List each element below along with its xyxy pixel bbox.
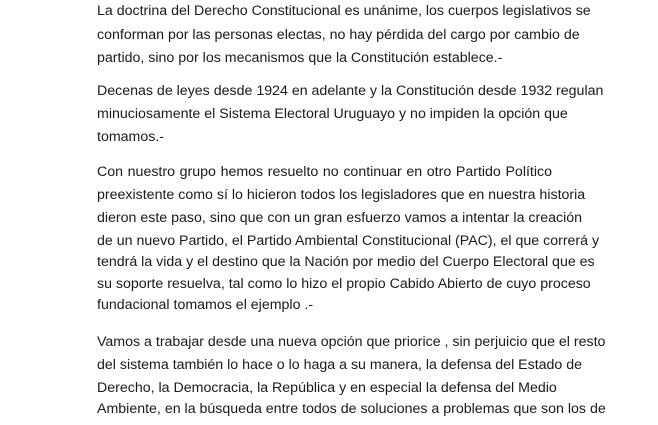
paragraph-3-line-7: fundacional tomamos el ejemplo .-: [97, 297, 314, 313]
paragraph-3-line-5: tendrá la vida y el destino que la Nación por medio del Cuerpo Electoral que es: [97, 254, 595, 270]
paragraph-2-line-2: minuciosamente el Sistema Electoral Uruguayo y no impiden la opción que: [97, 106, 568, 122]
paragraph-2-line-3: tomamos.-: [97, 129, 165, 145]
paragraph-4-line-1: Vamos a trabajar desde una nueva opción que priorice , sin perjuicio que el resto: [97, 334, 606, 350]
paragraph-1-line-2: conforman por las personas electas, no hay pérdida del cargo por cambio de: [97, 27, 580, 43]
cut-off-line-text: [97, 419, 552, 425]
paragraph-3-line-4: de un nuevo Partido, el Partido Ambiental Constitucional (PAC), el que correrá y: [97, 233, 600, 249]
cut-off-next-line: [97, 419, 552, 425]
paragraph-1-line-1: La doctrina del Derecho Constitucional es unánime, los cuerpos legislativos se: [97, 3, 591, 19]
paragraph-1-line-3: partido, sino por los mecanismos que la Constitución establece.-: [97, 50, 503, 66]
paragraph-4-line-4: Ambiente, en la búsqueda entre todos de soluciones a problemas que son los de: [97, 401, 606, 417]
paragraph-3-line-3: dieron este paso, sino que con un gran esfuerzo vamos a intentar la creación: [97, 210, 583, 226]
paragraph-3-line-2: preexistente como sí lo hicieron todos los legisladores que en nuestra historia: [97, 187, 586, 203]
paragraph-4-line-3: Derecho, la Democracia, la República y en especial la defensa del Medio: [97, 380, 557, 396]
paragraph-3-line-6: su soporte resuelva, tal como lo hizo el propio Cabido Abierto de cuyo proceso: [97, 276, 591, 292]
paragraph-4-line-2: del sistema también lo hace o lo haga a su manera, la defensa del Estado de: [97, 357, 583, 373]
paragraph-2-line-1: Decenas de leyes desde 1924 en adelante y la Constitución desde 1932 regulan: [97, 83, 604, 99]
paragraph-3-line-1: Con nuestro grupo hemos resuelto no continuar en otro Partido Político: [97, 164, 552, 180]
